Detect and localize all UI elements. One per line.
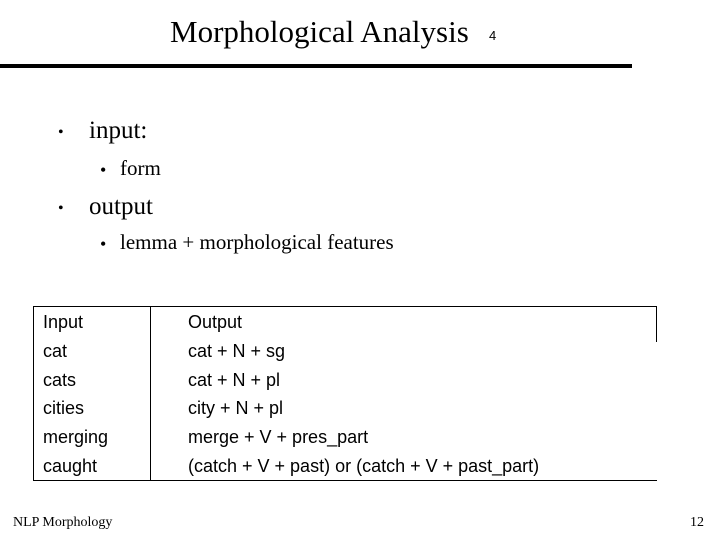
slide-title: Morphological Analysis — [170, 14, 469, 49]
table-column-divider — [150, 306, 151, 481]
table-cell-output: merge + V + pres_part — [188, 427, 369, 447]
table-cell-input: cats — [43, 370, 77, 390]
sub-bullet-icon: • — [100, 234, 107, 254]
table-cell-output: cat + N + pl — [188, 370, 281, 390]
table-cell-input: caught — [43, 456, 98, 476]
bullet-icon: • — [58, 200, 64, 217]
table-header-input: Input — [43, 312, 84, 332]
bullet-item-input: input: — [89, 117, 148, 144]
bullet-item-output: output — [89, 193, 153, 220]
sub-bullet-form: form — [120, 156, 161, 180]
table-cell-output: city + N + pl — [188, 398, 284, 418]
title-divider — [0, 64, 632, 68]
table-cell-input: merging — [43, 427, 109, 447]
table-header-output: Output — [188, 312, 243, 332]
slide-title-number: 4 — [489, 28, 497, 43]
table-cell-output: cat + N + sg — [188, 341, 286, 361]
bullet-icon: • — [58, 124, 64, 141]
morphology-table — [33, 306, 657, 481]
table-cell-output: (catch + V + past) or (catch + V + past_part) — [188, 456, 540, 476]
sub-bullet-lemma: lemma + morphological features — [120, 230, 394, 254]
footer-course-label: NLP Morphology — [13, 515, 113, 530]
table-right-edge — [656, 306, 657, 342]
table-cell-input: cat — [43, 341, 68, 361]
footer-page-number: 12 — [690, 515, 704, 530]
sub-bullet-icon: • — [100, 160, 107, 180]
table-cell-input: cities — [43, 398, 85, 418]
